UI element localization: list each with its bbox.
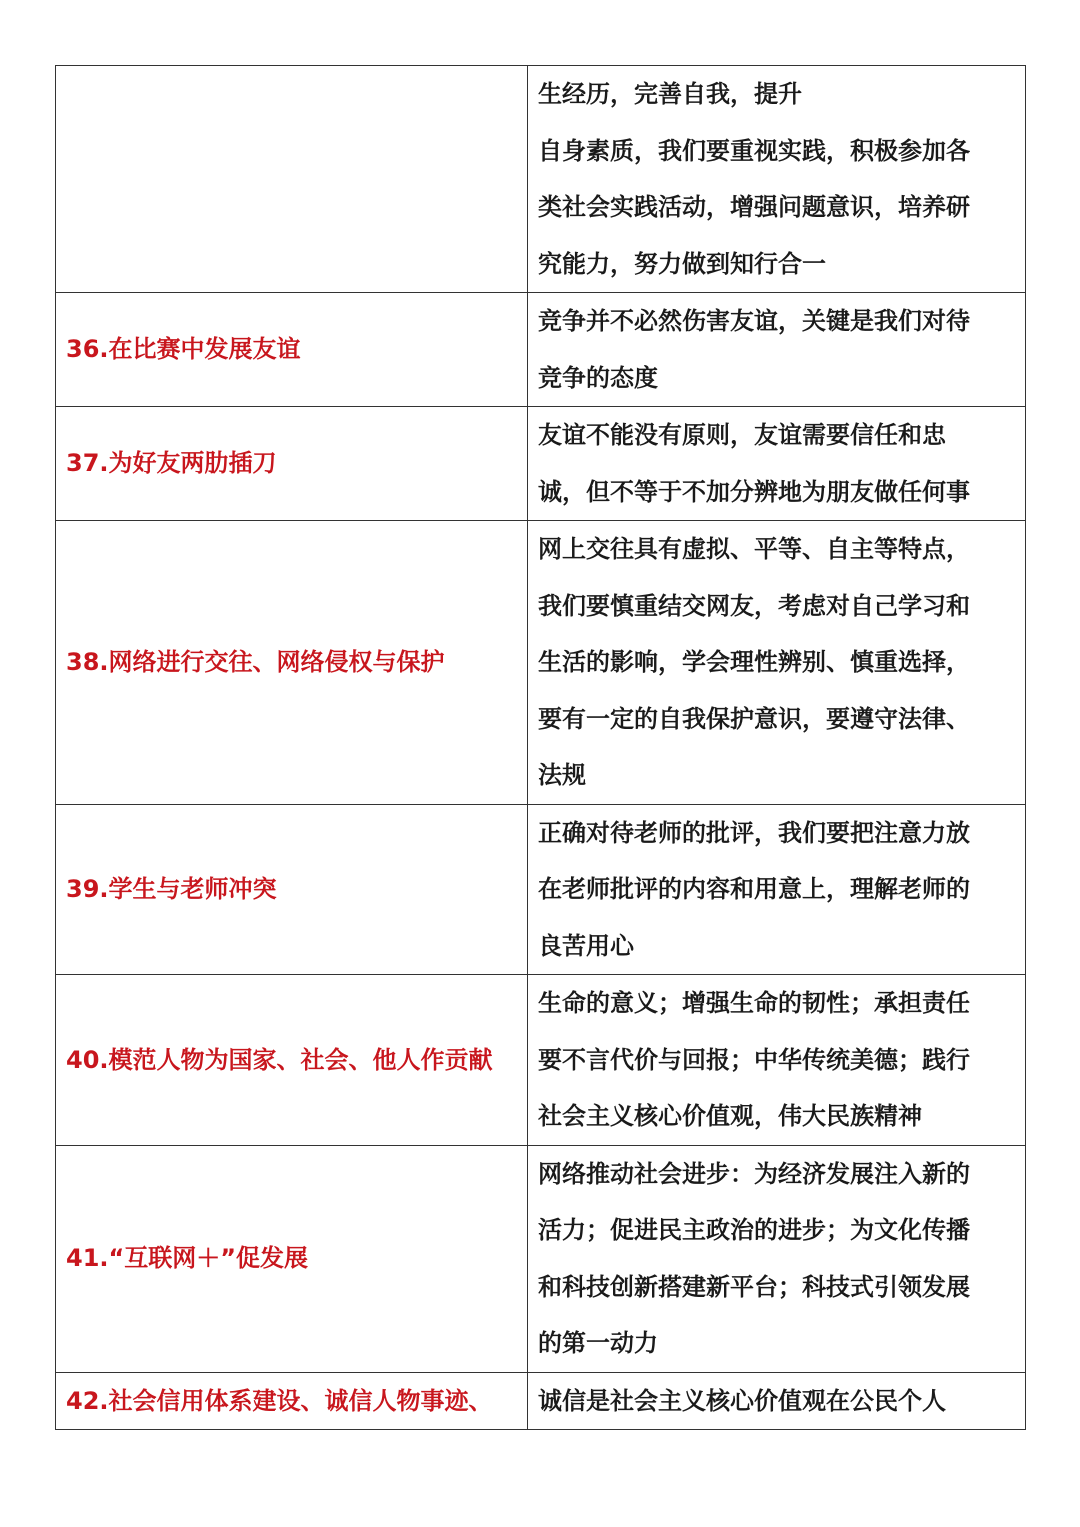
content-line: 究能力，努力做到知行合一 (538, 249, 826, 278)
content-line: 诚信是社会主义核心价值观在公民个人 (538, 1386, 946, 1415)
content-line: 要有一定的自我保护意识，要遵守法律、 (538, 704, 970, 733)
table-row (56, 407, 1026, 521)
content-line: 友谊不能没有原则，友谊需要信任和忠 (538, 421, 946, 449)
content-cell (528, 521, 1026, 805)
content-line: 和科技创新搭建新平台；科技式引领发展 (538, 1272, 970, 1301)
topic-cell: 37.为好友两肋插刀 (56, 407, 528, 521)
topic-cell: 40.模范人物为国家、社会、他人作贡献 (56, 975, 528, 1146)
topic-cell: 38.网络进行交往、网络侵权与保护 (56, 521, 528, 805)
content-line: 诚，但不等于不加分辨地为朋友做任何事 (538, 477, 970, 506)
content-line: 生活的影响，学会理性辨别、慎重选择， (538, 648, 970, 676)
content-line: 社会主义核心价值观，伟大民族精神 (538, 1102, 922, 1130)
content-line: 要不言代价与回报；中华传统美德；践行 (538, 1045, 970, 1074)
table-row (56, 975, 1026, 1146)
content-line: 竞争并不必然伤害友谊，关键是我们对待 (538, 307, 970, 335)
topic-cell (56, 66, 528, 293)
content-line: 竞争的态度 (538, 363, 658, 392)
topic-cell: 36.在比赛中发展友谊 (56, 293, 528, 407)
content-cell (528, 975, 1026, 1146)
content-cell (528, 1145, 1026, 1372)
topic-cell: 41.“互联网＋”促发展 (56, 1145, 528, 1372)
content-cell (528, 66, 1026, 293)
table-row (56, 1372, 1026, 1430)
content-line: 网络推动社会进步：为经济发展注入新的 (538, 1159, 970, 1188)
content-cell (528, 293, 1026, 407)
content-line: 的第一动力 (538, 1329, 658, 1357)
content-line: 生命的意义；增强生命的韧性；承担责任 (538, 989, 970, 1017)
topic-cell: 42.社会信用体系建设、诚信人物事迹、 (56, 1372, 528, 1430)
content-line: 正确对待老师的批评，我们要把注意力放 (538, 818, 970, 847)
content-cell (528, 1372, 1026, 1430)
content-line: 法规 (538, 761, 586, 789)
table-body (56, 66, 1026, 1430)
table-row (56, 521, 1026, 805)
content-line: 我们要慎重结交网友，考虑对自己学习和 (538, 591, 970, 620)
content-line: 活力；促进民主政治的进步；为文化传播 (538, 1216, 970, 1244)
content-line: 类社会实践活动，增强问题意识，培养研 (538, 193, 970, 221)
content-line: 生经历，完善自我，提升 (538, 80, 802, 108)
table-row (56, 804, 1026, 975)
table-row (56, 1145, 1026, 1372)
topic-cell: 39.学生与老师冲突 (56, 804, 528, 975)
content-cell (528, 407, 1026, 521)
content-cell (528, 804, 1026, 975)
table-row (56, 293, 1026, 407)
content-line: 良苦用心 (538, 931, 634, 960)
knowledge-table (55, 65, 1026, 1430)
content-line: 在老师批评的内容和用意上，理解老师的 (538, 875, 970, 903)
content-line: 自身素质，我们要重视实践，积极参加各 (538, 136, 970, 165)
content-line: 网上交往具有虚拟、平等、自主等特点， (538, 535, 970, 563)
table-row (56, 66, 1026, 293)
